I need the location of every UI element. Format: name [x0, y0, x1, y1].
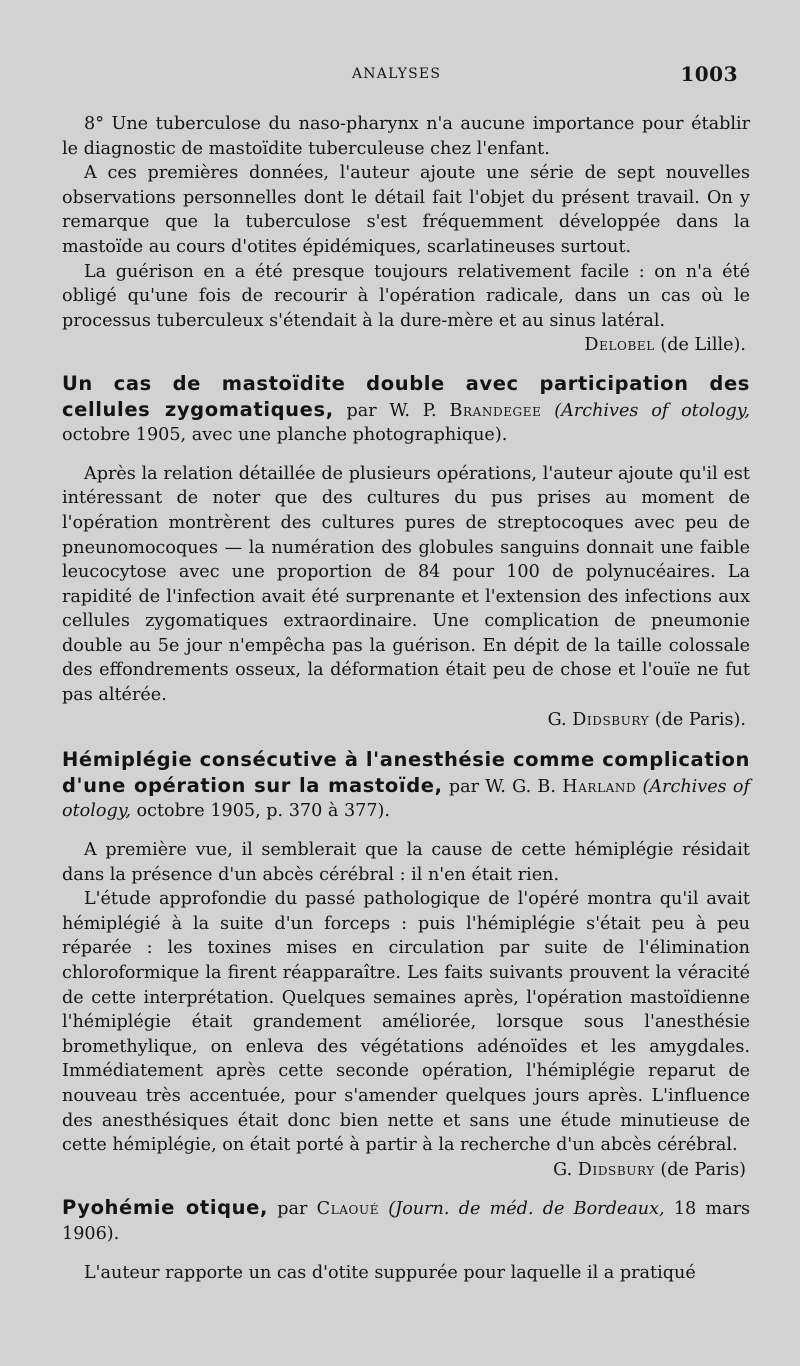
article-3-date: 18 mars 1906). [62, 1199, 751, 1244]
article-3-paragraph-1: L'auteur rapporte un cas d'otite suppurée pour laquelle il a pratiqué [84, 1262, 696, 1283]
article-2-paragraph-2: L'étude approfondie du passé pathologique de l'opéré montra qu'il avait hémiplégié à la suite d'un forceps : puis l'hémiplégie s'était peu à peu réparée : les toxines mises en circulation par suite de l'élimination chloroformique la firent réapparaître. Les faits suivants prouvent la véracité de cette interprétation. Quelques semaines après, l'opération mastoïdienne l'hémiplégie était grandement améliorée, lorsque sous l'anesthésie bromethylique, on enleva des végétations adénoïdes et les amygdales. Immédiatement après cette seconde opération, l'hémiplégie reparut de nouveau très accentuée, pour s'amender quelques jours après. L'influence des anesthésiques était donc bien nette et sans une étude minutieuse de cette hémiplégie, on était porté à partir à la recherche d'un abcès cérébral. [62, 889, 750, 1156]
intro-paragraph-2: A ces premières données, l'auteur ajoute une série de sept nouvelles observations personnelles dont le détail fait l'objet du présent travail. On y remarque que la tuberculose s'est fréquemment développée dans la mastoïde au cours d'otites épidémiques, scarlatineuses surtout. [62, 163, 750, 257]
article-2-heading: Hémiplégie consécutive à l'anesthésie comme complication d'une opération sur la mastoïde, [62, 748, 750, 797]
signature-name: Didsbury [572, 709, 650, 730]
article-2-paragraph-1: A première vue, il semblerait que la cause de cette hémiplégie résidait dans la présence d'un abcès cérébral : il n'en était rien. [62, 840, 750, 885]
article-2-par: par W. G. B. [448, 776, 556, 797]
article-1-author: Brandegee [449, 400, 542, 421]
article-1-journal: (Archives of otology, [554, 400, 751, 421]
signature-name: Delobel [584, 335, 655, 356]
article-2-date: octobre 1905, p. 370 à 377). [136, 801, 391, 822]
intro-signature [62, 333, 750, 358]
signature-place: (de Paris) [660, 1159, 746, 1180]
article-1-date: octobre 1905, avec une planche photographique). [62, 425, 508, 446]
signature-place: (de Lille). [660, 335, 746, 356]
article-1-body: Après la relation détaillée de plusieurs opérations, l'auteur ajoute qu'il est intéressant de noter que des cultures du pus prises au moment de l'opération montrèrent des cultures pures de streptocoques avec peu de pneunomocoques — la numération des globules sanguins donnait une faible leucocytose avec une proportion de 84 pour 100 de polynucéaires. La rapidité de l'infection avait été surprenante et l'extension des infections aux cellules zygomatiques extraordinaire. Une complication de pneumonie double au 5e jour n'empêcha pas la guérison. En dépit de la taille colossale des effondrements osseux, la déformation était peu de chose et l'ouïe ne fut pas altérée. [62, 463, 750, 706]
article-2-signature [62, 1158, 750, 1183]
article-3-title [62, 1196, 750, 1246]
intro-paragraph-3: La guérison en a été presque toujours relativement facile : on n'a été obligé qu'une fois de recourir à l'opération radicale, dans un cas où le processus tuberculeux s'étendait à la dure-mère et au sinus latéral. [62, 261, 750, 331]
signature-place: (de Paris). [654, 709, 746, 730]
article-1-signature [62, 708, 750, 733]
article-2-title [62, 748, 750, 824]
signature-initial: G. [547, 709, 567, 730]
page-header [62, 64, 750, 90]
article-3-journal: (Journ. de méd. de Bordeaux, [388, 1199, 665, 1220]
article-3-par: par [277, 1199, 308, 1220]
article-2-journal: (Archives of otology, [62, 776, 751, 822]
article-1-title [62, 372, 750, 448]
signature-initial: G. [553, 1159, 573, 1180]
page-body [62, 112, 750, 1285]
article-3-heading: Pyohémie otique, [62, 1196, 268, 1220]
article-1-par: par W. P. [346, 400, 437, 421]
article-2-author: Harland [562, 776, 637, 797]
signature-name: Didsbury [577, 1159, 655, 1180]
article-1-heading: Un cas de mastoïdite double avec participation des cellules zygomatiques, [62, 371, 750, 421]
intro-paragraph-1: 8° Une tuberculose du naso-pharynx n'a aucune importance pour établir le diagnostic de mastoïdite tuberculeuse chez l'enfant. [62, 114, 750, 159]
running-title: ANALYSES [352, 66, 442, 82]
page-number: 1003 [680, 62, 738, 86]
article-3-author: Claoué [316, 1199, 380, 1220]
